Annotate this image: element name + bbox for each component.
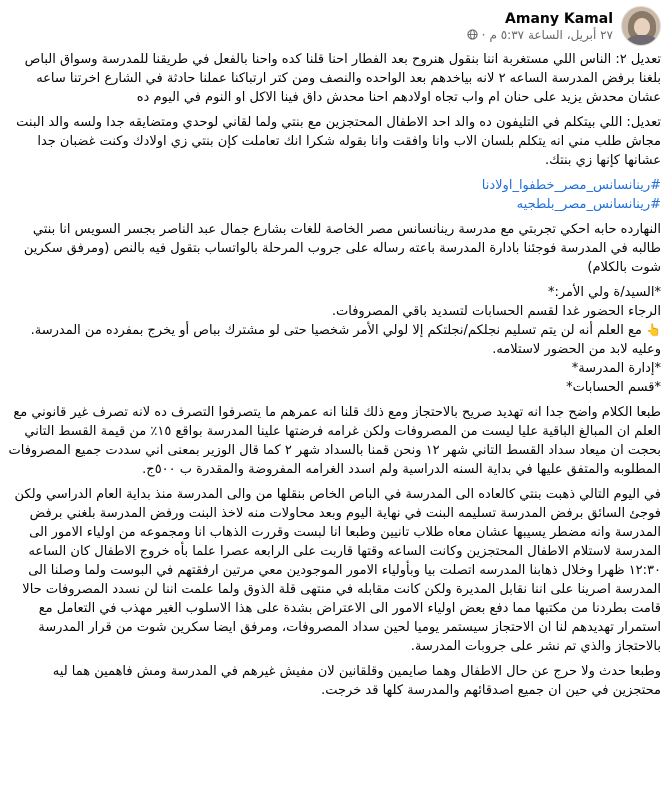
edit-note-2: تعديل ٢: الناس اللي مستغربة اننا بنقول هنروح بعد الفطار احنا قلنا كده واحنا بالفعل في طريقنا للمدرسة وسواق الباص بلغنا برفض المدرسة الساعه ٢ لانه بياخدهم بعد الواحده والنصف ومن كتر ارتباكنا عملنا حادثة في الشارع اخرتنا ساعه عشان محدش يزيد على حنان ام واب تجاه اولادهم احنا محدش داق فينا الاكل او النوم في اليوم ده — [24, 52, 661, 105]
post-timestamp[interactable]: ٢٧ أبريل، الساعة ٥:٣٧ م — [489, 27, 613, 42]
meta-separator: · — [481, 27, 486, 42]
author-avatar[interactable] — [621, 6, 661, 46]
body-paragraph: وطبعا حدث ولا حرج عن حال الاطفال وهما صايمين وقلقانين لان مفيش غيرهم في المدرسة ومش فاهمين هما ليه محتجزين في حين ان جميع اصدقائهم والمدرسة كلها قد خرجت. — [52, 664, 661, 698]
quote-line: *قسم الحسابات* — [566, 380, 661, 395]
pointing-up-emoji-icon: 👆 — [646, 323, 661, 337]
story-intro: النهارده حابه احكي تجربتي مع مدرسة رينانسانس مصر الخاصة للغات بشارع جمال عبد الناصر بجسر السويس انا بنتي طالبه في المدرسة فوجئنا بادارة المدرسة باعته رساله على جروب المرحلة بالواتساب بتقول فيه بالنص (ومرفق سكرين شوت بالكلام) — [23, 222, 661, 275]
quote-line: الرجاء الحضور غدا لقسم الحسابات لتسديد باقي المصروفات. — [331, 304, 661, 319]
post-body — [8, 50, 661, 706]
school-message-quote — [8, 283, 661, 397]
quote-line: *السيد/ة ولي الأمر:* — [548, 285, 661, 300]
quote-line: *إدارة المدرسة* — [571, 361, 661, 376]
author-name[interactable]: Amany Kamal — [505, 10, 613, 27]
body-paragraph: طبعا الكلام واضح جدا انه تهديد صريح بالاحتجاز ومع ذلك قلنا انه عمرهم ما يتصرفوا التصرف ده لانه تصرف غير قانوني مع العلم ان المبالغ الباقية عليا ليست من المصروفات ولكن غرامه فرضتها علينا المدرسة بواقع ١٥٪ من قيمة القسط التاني بحجت ان ميعاد سداد القسط التاني شهر ١٢ ونحن قمنا بالسداد شهر ٢ كما قال الوزير بمعنى اني سددت جميع المصروفات المطلوبه والمتفق عليها في بداية السنه الدراسية ولم اسدد الغرامه المفروضة والمقدرة ب ٥٠٠ج. — [8, 405, 661, 477]
hashtag-list — [8, 176, 661, 214]
post-header — [467, 6, 661, 46]
globe-icon[interactable] — [467, 29, 478, 40]
body-paragraph: في اليوم التالي ذهبت بنتي كالعاده الى المدرسة في الباص الخاص بنقلها من والى المدرسة منذ بداية العام الدراسي ولكن فوجئ السائق برفض المدرسة تسليمه البنت في نهاية اليوم وبعد محاولات منه لاخذ البنت ورفض المدرسة بلغني برفض المدرسة وانه مضطر يسيبها عشان معاه طلاب تانيين وطبعا انا لبست وقررت الذهاب انا ومجموعه من اولياء الامور الى المدرسة لاستلام الاطفال المحتجزين وكانت الساعه وقتها قاربت على الرابعه عصرا علما بأه خروج الاطفال كان الساعه ١٢:٣٠ ظهرا وخلال ذهابنا المدرسه اتصلت بيا وبأولياء الامور الموجودين معي مرتين ارفقتهم في البوست ولما وصلنا الى المدرسة اصرينا على اننا نقابل المديرة ولكن كانت مقابله في منتهى قلة الذوق ولما علمت اننا لن نسدد المصروفات حالا قامت بطردنا من مكتبها مما دفع بعض اولياء الامور الى الاعتراض بشدة على هذا الاسلوب الغير مهذب في التعامل مع استمرار تهديدهم لنا ان الاحتجاز سيستمر يوميا لحين سداد المصروفات، ومرفق ايضا سكرين شوت من قرار المدرسة بالاحتجاز والذي تم نشر على جروبات المدرسة. — [14, 487, 661, 654]
hashtag-link[interactable]: #رينانسانس_مصر_بلطجيه — [516, 197, 661, 212]
avatar-face — [634, 18, 650, 36]
quote-line: وعليه لابد من الحضور لاستلامه. — [492, 342, 661, 357]
post-meta — [467, 11, 613, 42]
edit-note-1: تعديل: اللي بيتكلم في التليفون ده والد احد الاطفال المحتجزين مع بنتي ولما لقاني لوحدي ومتضايقه جدا ولسه والد البنت مجاش طلب مني انه يتكلم بلسان الاب وانا وافقت وانا بقوله شكرا انك تعاملت كإن بنتي زي اولادك وكنت غضبان جدا عشانها كإنها زي بنتك. — [16, 115, 661, 168]
avatar-body — [626, 35, 658, 46]
quote-line: مع العلم أنه لن يتم تسليم نجلكم/نجلتكم إلا لولي الأمر شخصيا حتى لو مشترك بباص أو يخرج بمفرده من المدرسة. — [30, 323, 642, 338]
hashtag-link[interactable]: #رينانسانس_مصر_خطفوا_اولادنا — [481, 178, 661, 193]
post-time-row — [467, 28, 613, 42]
quote-line-with-emoji — [8, 321, 661, 340]
